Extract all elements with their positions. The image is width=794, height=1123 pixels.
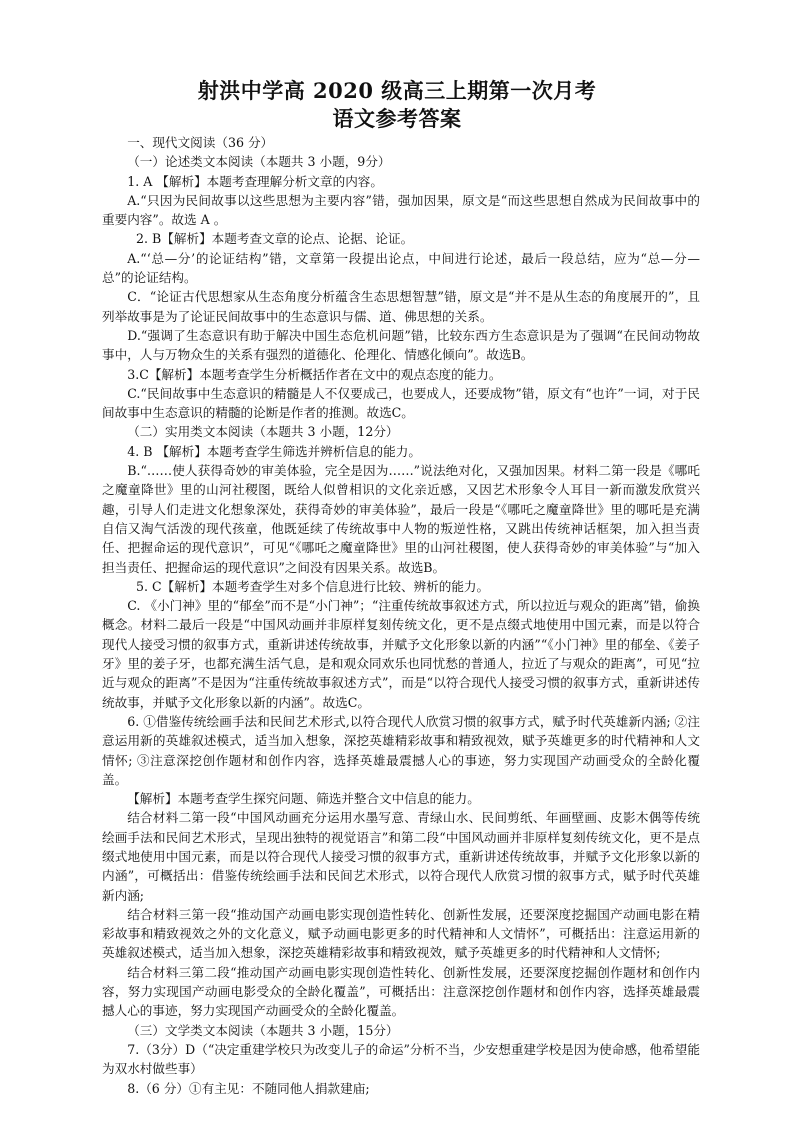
answer-paragraph: 【解析】本题考查学生探究问题、筛选并整合文中信息的能力。 xyxy=(127,791,480,807)
document-subtitle: 语文参考答案 xyxy=(332,106,462,131)
answer-paragraph: 5. C【解析】本题考查学生对多个信息进行比较、辨析的能力。 xyxy=(136,578,490,594)
document-title: 射洪中学高 2020 级高三上期第一次月考 xyxy=(197,78,597,103)
answer-paragraph: D.“强调了生态意识有助于解决中国生态危机问题”错，比较东西方生态意识是为了强调“在民间动物故事中，人与万物众生的关系有强烈的道德化、伦理化、情感化倾向”。故选B。 xyxy=(102,327,700,363)
answer-paragraph: 7.（3分）D（“决定重建学校只为改变儿子的命运”分析不当，少安想重建学校是因为使命感，他希望能为双水村做些事） xyxy=(102,1041,700,1077)
answer-paragraph: （二）实用类文本阅读（本题共 3 小题，12分） xyxy=(127,424,399,440)
answer-paragraph: C．“论证古代思想家从生态角度分析蕴含生态思想智慧”错，原文是“并不是从生态的角度展开的”，且列举故事是为了论证民间故事中的生态意识与儒、道、佛思想的关系。 xyxy=(102,289,700,324)
answer-content xyxy=(102,133,700,1098)
answer-paragraph: A.“只因为民间故事以这些思想为主要内容”错，强加因果，原文是“而这些思想自然成为民间故事中的重要内容”。故选 A 。 xyxy=(102,192,700,228)
answer-paragraph: 一、现代文阅读（36 分） xyxy=(127,135,274,150)
answer-paragraph: 结合材料三第一段“推动国产动画电影实现创造性转化、创新性发展，还要深度挖掘国产动画电影在精彩故事和精致视效之外的文化意义，赋予动画电影更多的时代精神和人文情怀”，可概括出：注意运用新的英雄叙述模式，适当加入想象，深挖英雄精彩故事和精致视效，赋予英雄更多的时代精神和人文情怀; xyxy=(102,906,700,961)
answer-paragraph: B.“……使人获得奇妙的审美体验，完全是因为……”说法绝对化，又强加因果。材料二第一段是《哪吒之魔童降世》里的山河社稷图，既给人似曾相识的文化亲近感，又因艺术形象令人耳目一新而激发欣赏兴趣，引导人们走进文化想象深处，获得奇妙的审美体验”，最后一段是“《哪吒之魔童降世》里的哪吒是充满自信又淘气活泼的现代孩童，他既延续了传统故事中人物的叛逆性格，又跳出传统神话框架，加入担当责任、把握命运的现代意识”，可见“《哪吒之魔童降世》里的山河社稷图，使人获得奇妙的审美体验”与“加入担当责任、把握命运的现代意识”之间没有因果关系。故选B。 xyxy=(102,463,700,575)
answer-paragraph: 1. A 【解析】本题考查理解分析文章的内容。 xyxy=(127,173,383,189)
answer-paragraph: 2. B【解析】本题考查文章的论点、论据、论证。 xyxy=(136,231,414,247)
answer-paragraph: C. 《小门神》里的“郁垒”而不是“小门神”；“注重传统故事叙述方式，所以拉近与观众的距离”错，偷换概念。材料二最后一段是“中国风动画并非原样复刻传统文化，更不是点缀式地使用中国元素，而是以符合现代人接受习惯的叙事方式，重新讲述传统故事，并赋予文化形象以新的内涵”“《小门神》里的郁垒、《姜子牙》里的姜子牙，也都充满生活气息，是和观众同欢乐也同忧愁的普通人，拉近了与观众的距离”，可见“拉近与观众的距离”不是因为“注重传统故事叙述方式”，而是“以符合现代人接受习惯的叙事方式，重新讲述传统故事，并赋予文化形象以新的内涵”。故选C。 xyxy=(102,598,700,710)
answer-paragraph: A.“‘总—分’的论证结构”错，文章第一段提出论点，中间进行论述，最后一段总结，应为“总—分—总”的论证结构。 xyxy=(102,250,700,286)
answer-paragraph: 8.（6 分）①有主见：不随同他人捐款建庙; xyxy=(127,1080,370,1096)
answer-paragraph: C.“民间故事中生态意识的精髓是人不仅要成己，也要成人，还要成物”错，原文有“也许”一词，对于民间故事中生态意识的精髓的论断是作者的推测。故选C。 xyxy=(102,385,700,421)
answer-paragraph: 结合材料三第二段“推动国产动画电影实现创造性转化、创新性发展，还要深度挖掘创作题材和创作内容，努力实现国产动画电影受众的全龄化覆盖”，可概括出：注意深挖创作题材和创作内容，选择英雄最震撼人心的事迹，努力实现国产动画受众的全龄化覆盖。 xyxy=(102,964,700,1019)
answer-paragraph: （一）论述类文本阅读（本题共 3 小题，9分） xyxy=(127,154,391,170)
answer-paragraph: 4. B 【解析】本题考查学生筛选并辨析信息的能力。 xyxy=(127,443,421,459)
answer-paragraph: 3.C【解析】本题考查学生分析概括作者在文中的观点态度的能力。 xyxy=(127,366,502,382)
answer-paragraph: 6. ①借鉴传统绘画手法和民间艺术形式,以符合现代人欣赏习惯的叙事方式，赋予时代英雄新内涵; ②注意运用新的英雄叙述模式，适当加入想象，深挖英雄精彩故事和精致视效，赋予英雄更多的时代精神和人文情怀; ③注意深挖创作题材和创作内容，选择英雄最震撼人心的事迹，努力实现国产动画受众的全龄化覆盖。 xyxy=(102,713,700,787)
answer-paragraph: （三）文学类文本阅读（本题共 3 小题，15分） xyxy=(127,1022,399,1038)
answer-paragraph: 结合材料二第一段“中国风动画充分运用水墨写意、青绿山水、民间剪纸、年画壁画、皮影木偶等传统绘画手法和民间艺术形式，呈现出独特的视觉语言”和第二段“中国风动画并非原样复刻传统文化，更不是点缀式地使用中国元素，而是以符合现代人接受习惯的叙事方式，重新讲述传统故事，并赋予文化形象以新的内涵”，可概括出：借鉴传统绘画手法和民间艺术形式，以符合现代人欣赏习惯的叙事方式，赋予时代英雄新内涵; xyxy=(102,810,700,903)
